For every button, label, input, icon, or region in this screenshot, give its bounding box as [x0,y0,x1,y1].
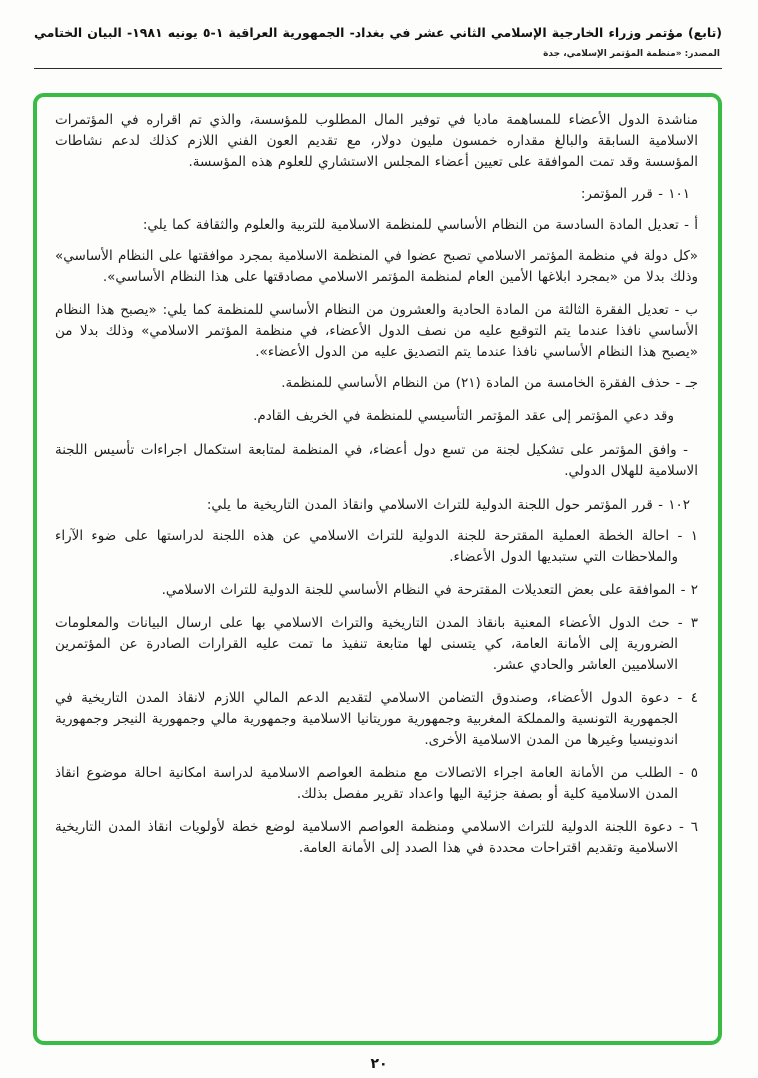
document-title: (تابع) مؤتمر وزراء الخارجية الإسلامي الثاني عشر في بغداد- الجمهورية العراقية ١-٥ يونيه ١٩٨١- البيان الختامي [34,25,723,40]
page-number: ٢٠ [370,1056,388,1072]
item-1: ١ - احالة الخطة العملية المقترحة للجنة الدولية للتراث الاسلامي عن هذه اللجنة لدراستها على ضوء الآراء والملاحظات التي ستبديها الدول الأعضاء. [55,528,698,565]
resolution-102-heading: ١٠٢ - قرر المؤتمر حول اللجنة الدولية للتراث الاسلامي وانقاذ المدن التاريخية ما يلي: [206,497,690,513]
item-3: ٣ - حث الدول الأعضاء المعنية بانقاذ المدن التاريخية والتراث الاسلامي بها على ارسال البيانات والمعلومات الضرورية إلى الأمانة العامة، كي يتسنى لها متابعة تنفيذ ما تمت عليه القرارات الصادرة عن المؤتمرين الاسلاميين العاشر والحادي عشر. [55,615,698,673]
header-divider [34,68,722,69]
item-2: ٢ - الموافقة على بعض التعديلات المقترحة في النظام الأساسي للجنة الدولية للتراث الاسلامي. [161,582,698,598]
founding-conference-note: وقد دعي المؤتمر إلى عقد المؤتمر التأسيسي للمنظمة في الخريف القادم. [253,408,674,424]
committee-formation-note: - وافق المؤتمر على تشكيل لجنة من تسع دول أعضاء، في المنظمة لمتابعة استكمال اجراءات تأسيس اللجنة الاسلامية للهلال الدولي. [55,442,698,479]
content-border-box [33,93,722,1045]
item-4: ٤ - دعوة الدول الأعضاء، وصندوق التضامن الاسلامي لتقديم الدعم المالي اللازم لانقاذ المدن التاريخية في الجمهورية التونسية والمملكة المغربية وجمهورية موريتانيا الاسلامية وجمهورية مالي وجمهورية النيجر وجمهورية اندونيسيا وغيرها من المدن الاسلامية الأخرى. [55,690,698,748]
item-6: ٦ - دعوة اللجنة الدولية للتراث الاسلامي ومنظمة العواصم الاسلامية لوضع خطة لأولويات انقاذ المدن التاريخية الاسلامية وتقديم اقتراحات محددة في هذا الصدد إلى الأمانة العامة. [55,819,698,856]
document-source: المصدر: «منظمة المؤتمر الإسلامي، جدة [543,48,720,59]
document-header [0,0,758,69]
resolution-101-heading: ١٠١ - قرر المؤتمر: [580,186,690,202]
page-footer [0,1053,758,1072]
item-a-quote: «كل دولة في منظمة المؤتمر الاسلامي تصبح عضوا في المنظمة الاسلامية بمجرد موافقتها على النظام الأساسي» وذلك بدلا من «بمجرد ابلاغها الأمين العام لمنظمة المؤتمر الاسلامي مصادقتها على هذا النظام الأساسي». [55,248,698,285]
item-a: أ - تعديل المادة السادسة من النظام الأساسي للمنظمة الاسلامية للتربية والعلوم والثقافة كما يلي: [142,217,698,233]
intro-paragraph: مناشدة الدول الأعضاء للمساهمة ماديا في توفير المال المطلوب للمؤسسة، والذي تم اقراره في المؤتمرات الاسلامية السابقة والبالغ مقداره خمسون مليون دولار، مع تقديم العون الفني اللازم كذلك لدعم نشاطات المؤسسة وقد تمت الموافقة على تعيين أعضاء المجلس الاستشاري للعلوم هذه المؤسسة. [55,112,698,170]
item-b: ب - تعديل الفقرة الثالثة من المادة الحادية والعشرون من النظام الأساسي للمنظمة كما يلي: «يصبح هذا النظام الأساسي نافذا عندما يتم التوقيع عليه من نصف الدول الأعضاء، في منظمة المؤتمر الاسلامي» وذلك بدلا من «يصبح هذا النظام الأساسي نافذا عندما يتم التصديق عليه من الدول الأعضاء». [55,302,698,360]
item-5: ٥ - الطلب من الأمانة العامة اجراء الاتصالات مع منظمة العواصم الاسلامية لدراسة امكانية احالة موضوع انقاذ المدن الاسلامية كلية أو بصفة جزئية اليها واعداد تقرير مفصل بذلك. [55,765,698,802]
item-jeem: جـ - حذف الفقرة الخامسة من المادة (٢١) من النظام الأساسي للمنظمة. [281,375,698,391]
